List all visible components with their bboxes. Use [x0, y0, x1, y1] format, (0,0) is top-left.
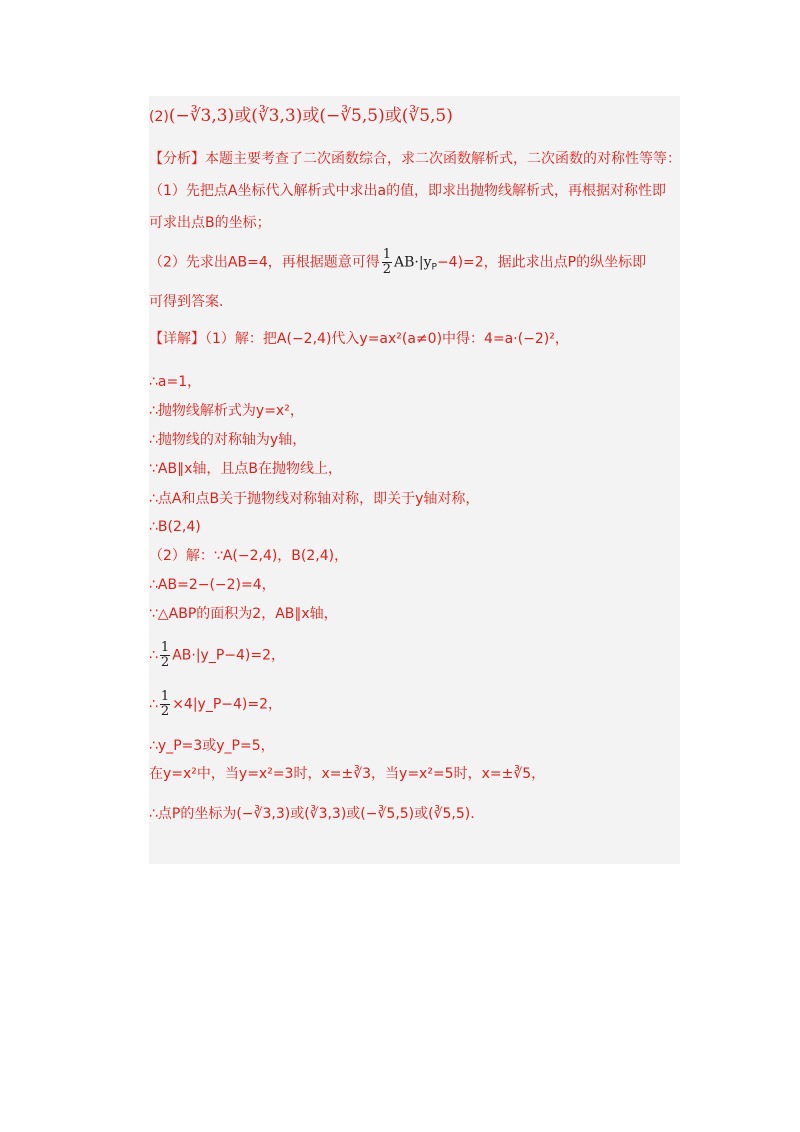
- detail-line-8: ∴AB=2−(−2)=4，: [149, 577, 276, 593]
- detail-line-10: [149, 641, 285, 670]
- fraction-numerator: 1: [382, 247, 392, 262]
- detail-heading: 【详解】: [149, 331, 205, 347]
- fraction-numerator: 1: [160, 640, 170, 655]
- answer-label: (2): [149, 109, 169, 125]
- answer-line: [149, 106, 453, 127]
- fraction-denominator: 2: [160, 704, 170, 719]
- detail-step-1: （1）解：把A(−2,4)代入y=ax²(a≠0)中得：4=a·(−2)²，: [205, 331, 569, 347]
- fraction-half-2: [160, 641, 170, 670]
- analysis-p2-post: AB·|y: [394, 254, 432, 271]
- detail-line-9: ∵△ABP的面积为2，AB∥x轴，: [149, 606, 338, 622]
- detail-line-11-pre: ∴: [149, 696, 158, 713]
- detail-line-13: 在y=x²中，当y=x²=3时，x=±∛3，当y=x²=5时，x=±∛5，: [149, 766, 546, 782]
- detail-line-7: （2）解：∵A(−2,4)，B(2,4)，: [149, 548, 349, 564]
- fraction-denominator: 2: [160, 655, 170, 670]
- analysis-p1-line2: 可求出点B的坐标；: [149, 215, 271, 231]
- detail-line-11-post: ×4|y_P−4)=2，: [172, 696, 283, 713]
- subscript-p: P: [431, 262, 437, 273]
- detail-line-14: ∴点P的坐标为(−∛3,3)或(∛3,3)或(−∛5,5)或(∛5,5).: [149, 806, 475, 822]
- detail-line-1: ∴a=1，: [149, 374, 202, 390]
- fraction-half: [382, 248, 392, 277]
- detail-line-2: ∴抛物线解析式为y=x²，: [149, 403, 304, 419]
- analysis-p2-line1: [149, 248, 646, 278]
- detail-line-10-post: AB·|y_P−4)=2，: [172, 647, 286, 664]
- detail-line-3: ∴抛物线的对称轴为y轴，: [149, 432, 307, 448]
- detail-line-10-pre: ∴: [149, 647, 158, 664]
- analysis-intro: 本题主要考查了二次函数综合，求二次函数解析式，二次函数的对称性等等：: [205, 151, 681, 167]
- detail-line-6: ∴B(2,4): [149, 519, 201, 535]
- fraction-half-3: [160, 690, 170, 719]
- detail-line-12: ∴y_P=3或y_P=5，: [149, 738, 275, 754]
- answer-content: (−∛3,3)或(∛3,3)或(−∛5,5)或(∛5,5): [168, 106, 453, 126]
- analysis-intro-line: [149, 149, 681, 169]
- solution-panel: [149, 96, 680, 864]
- detail-line-4: ∵AB∥x轴，且点B在抛物线上，: [149, 461, 342, 477]
- detail-line-5: ∴点A和点B关于抛物线对称轴对称，即关于y轴对称，: [149, 491, 480, 507]
- detail-line-11: [149, 690, 282, 719]
- analysis-p1-line1: （1）先把点A坐标代入解析式中求出a的值，即求出抛物线解析式，再根据对称性即: [149, 183, 667, 199]
- detail-line-0: [149, 329, 569, 349]
- analysis-p2-pre: （2）先求出AB=4，再根据题意可得: [149, 254, 380, 271]
- analysis-p2-line2: 可得到答案.: [149, 294, 224, 310]
- analysis-heading: 【分析】: [149, 151, 205, 167]
- fraction-denominator: 2: [382, 262, 392, 277]
- fraction-numerator: 1: [160, 689, 170, 704]
- analysis-p2-tail: −4)=2，据此求出点P的纵坐标即: [436, 254, 647, 271]
